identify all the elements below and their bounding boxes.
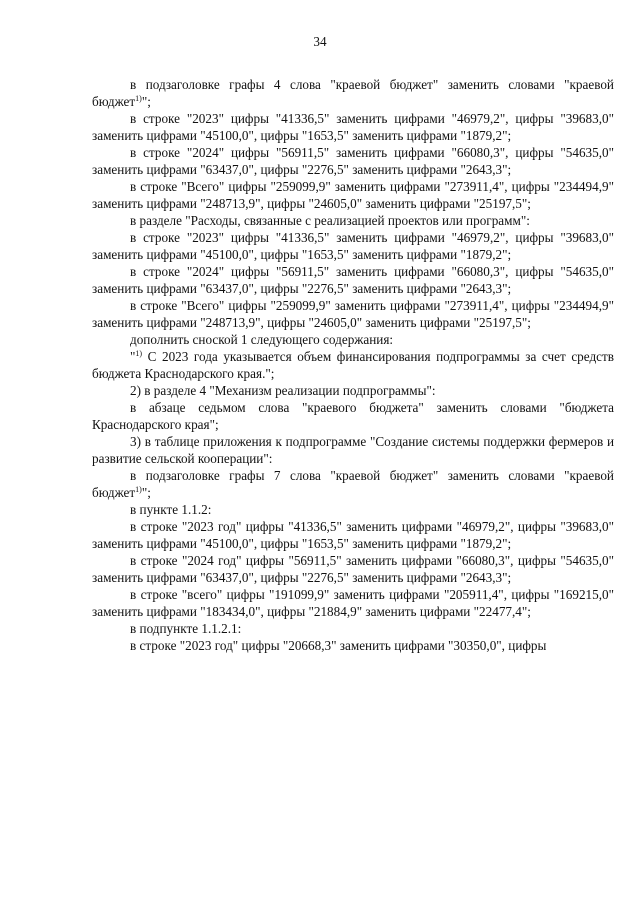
paragraph: в строке "2023" цифры "41336,5" заменить цифрами "46979,2", цифры "39683,0" заменить цифрами "45100,0", цифры "1653,5" заменить цифрами "1879,2"; (92, 111, 614, 143)
body-text (92, 76, 614, 654)
paragraph: в пункте 1.1.2: (130, 502, 212, 517)
page-number: 34 (313, 34, 327, 49)
paragraph: в строке "2023 год" цифры "41336,5" заменить цифрами "46979,2", цифры "39683,0" заменить цифрами "45100,0", цифры "1653,5" заменить цифрами "1879,2"; (92, 519, 614, 551)
paragraph: в строке "2023 год" цифры "20668,3" заменить цифрами "30350,0", цифры (130, 638, 547, 653)
paragraph: в строке "2024" цифры "56911,5" заменить цифрами "66080,3", цифры "54635,0" заменить цифрами "63437,0", цифры "2276,5" заменить цифрами "2643,3"; (92, 145, 614, 177)
paragraph: дополнить сноской 1 следующего содержания: (130, 332, 394, 347)
paragraph: в строке "2024 год" цифры "56911,5" заменить цифрами "66080,3", цифры "54635,0" заменить цифрами "63437,0", цифры "2276,5" заменить цифрами "2643,3"; (92, 553, 614, 585)
paragraph: в строке "всего" цифры "191099,9" заменить цифрами "205911,4", цифры "169215,0" заменить цифрами "183434,0", цифры "21884,9" заменить цифрами "22477,4"; (92, 587, 614, 619)
paragraph: 2) в разделе 4 "Механизм реализации подпрограммы": (130, 383, 436, 398)
paragraph: в разделе "Расходы, связанные с реализацией проектов или программ": (130, 213, 530, 228)
paragraph: в строке "Всего" цифры "259099,9" заменить цифрами "273911,4", цифры "234494,9" заменить цифрами "248713,9", цифры "24605,0" заменить цифрами "25197,5"; (92, 179, 614, 211)
paragraph: в абзаце седьмом слова "краевого бюджета" заменить словами "бюджета Краснодарского края"; (92, 400, 614, 432)
paragraph: в строке "2023" цифры "41336,5" заменить цифрами "46979,2", цифры "39683,0" заменить цифрами "45100,0", цифры "1653,5" заменить цифрами "1879,2"; (92, 230, 614, 262)
footnote-marker: 1) (135, 349, 143, 358)
paragraph: в подзаголовке графы 4 слова "краевой бюджет" заменить словами "краевой бюджет$^{1)}$"; (92, 77, 614, 109)
paragraph: в строке "2024" цифры "56911,5" заменить цифрами "66080,3", цифры "54635,0" заменить цифрами "63437,0", цифры "2276,5" заменить цифрами "2643,3"; (92, 264, 614, 296)
footnote-paragraph: "$^{1)}$ С 2023 года указывается объем финансирования подпрограммы за счет средств бюджета Краснодарского края."; (92, 349, 614, 381)
paragraph: 3) в таблице приложения к подпрограмме "Создание системы поддержки фермеров и развитие сельской кооперации": (92, 434, 614, 466)
paragraph: в строке "Всего" цифры "259099,9" заменить цифрами "273911,4", цифры "234494,9" заменить цифрами "248713,9", цифры "24605,0" заменить цифрами "25197,5"; (92, 298, 614, 330)
footnote-marker: 1) (135, 485, 142, 494)
footnote-marker: 1) (135, 94, 142, 103)
paragraph: в подпункте 1.1.2.1: (130, 621, 242, 636)
paragraph: в подзаголовке графы 7 слова "краевой бюджет" заменить словами "краевой бюджет$^{1)}$"; (92, 468, 614, 500)
